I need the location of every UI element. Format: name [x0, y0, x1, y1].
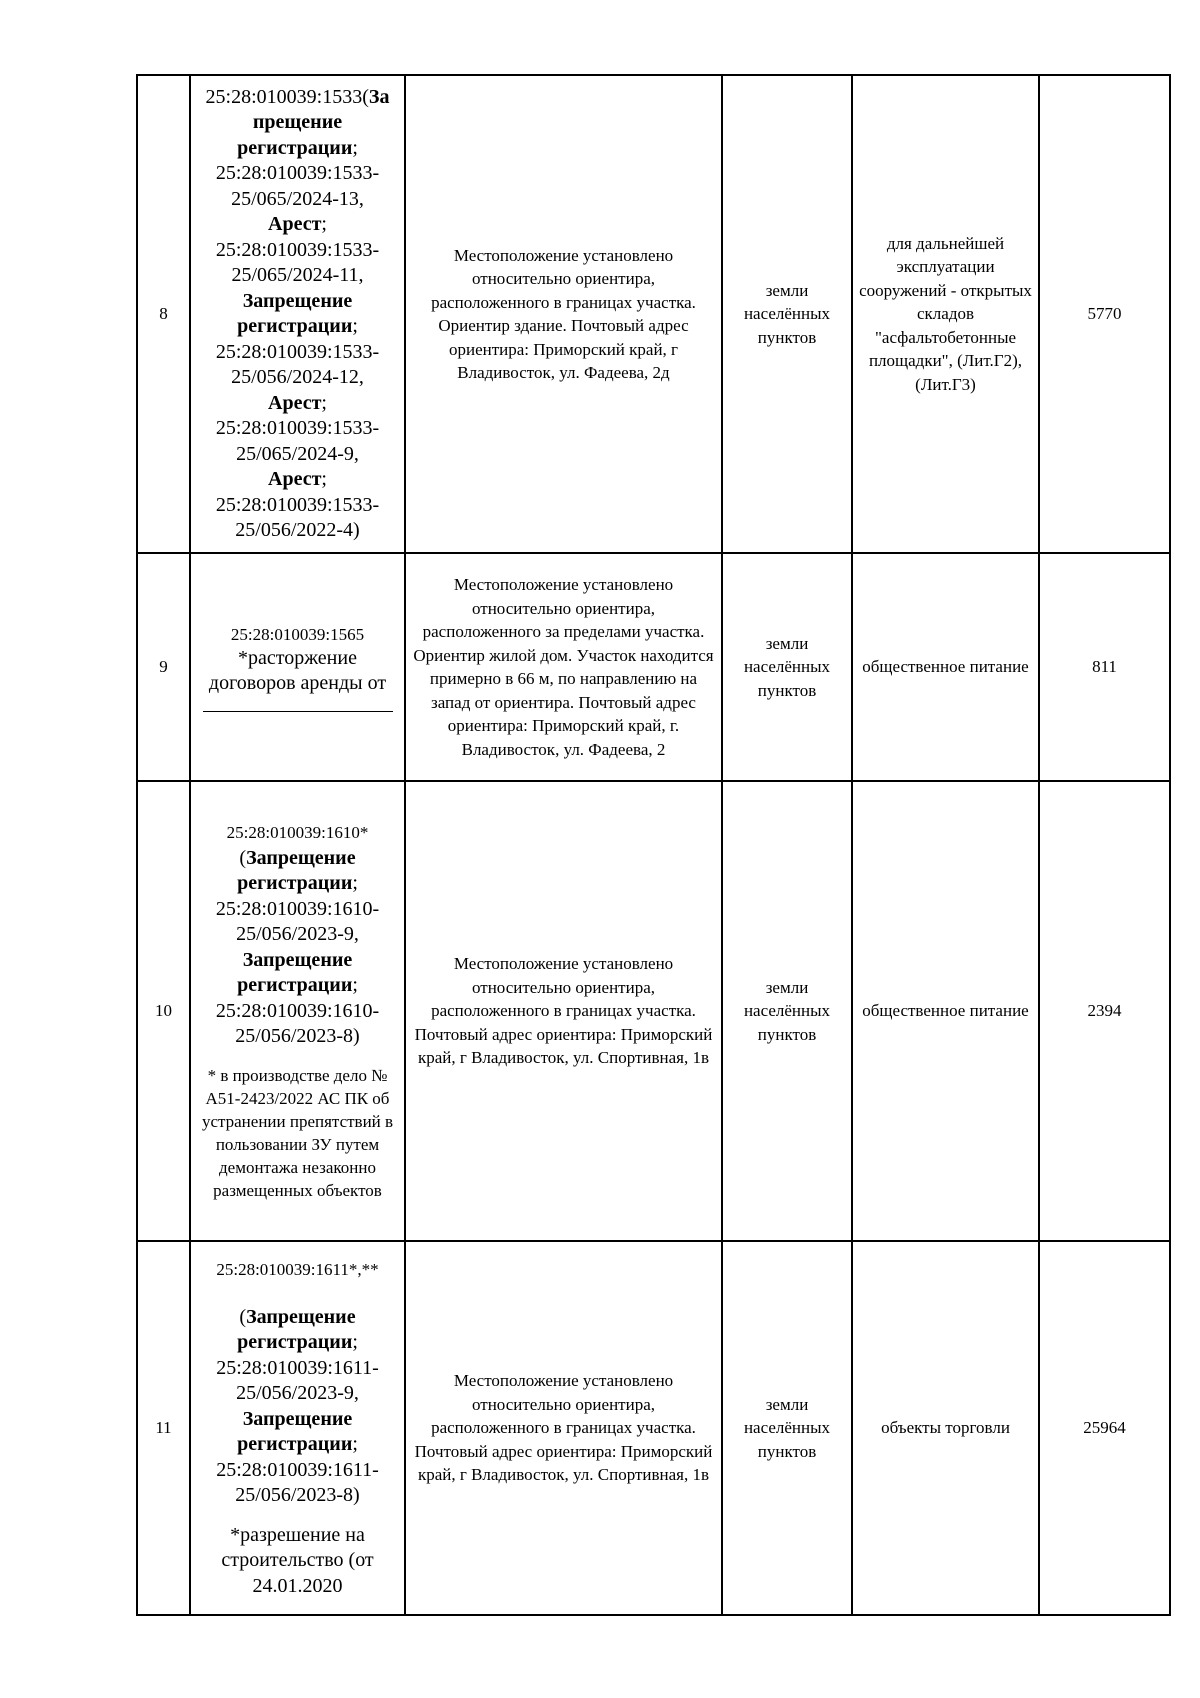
table-row — [137, 553, 1170, 781]
cadastral-cell: 25:28:010039:1610* (Запрещение регистрации; 25:28:010039:1610-25/056/2023-9, Запрещение регистрации; 25:28:010039:1610-25/056/2023-8) * в производстве дело № А51-2423/2022 АС ПК об устранении препятствий в пользовании ЗУ путем демонтажа незаконно размещенных объектов — [190, 781, 405, 1241]
land-plots-table — [136, 74, 1171, 1616]
table-row — [137, 1241, 1170, 1615]
area-value: 2394 — [1039, 781, 1170, 1241]
table-row — [137, 75, 1170, 553]
cadastral-number: 25:28:010039:1610* — [226, 823, 369, 843]
encumbrance-label: Запрещение регистрации — [237, 1305, 356, 1353]
row-number: 8 — [137, 75, 190, 553]
encumbrance-number: 25:28:010039:1610-25/056/2023-8) — [215, 999, 380, 1048]
permitted-use: общественное питание — [852, 781, 1039, 1241]
cadastral-note: *разрешение на строительство (от 24.01.2020 — [221, 1523, 374, 1597]
row-number: 11 — [137, 1241, 190, 1615]
encumbrance-number: 25:28:010039:1610-25/056/2023-9, — [215, 897, 380, 946]
land-category: земли населённых пунктов — [722, 553, 852, 781]
encumbrance-number: 25:28:010039:1611-25/056/2023-9, — [216, 1356, 379, 1404]
area-value: 811 — [1039, 553, 1170, 781]
permitted-use: для дальнейшей эксплуатации сооружений - открытых складов "асфальтобетонные площадки", (Лит.Г2), (Лит.Г3) — [852, 75, 1039, 553]
permitted-use: общественное питание — [852, 553, 1039, 781]
encumbrance-number: 25:28:010039:1611-25/056/2023-8) — [216, 1458, 379, 1506]
land-category: земли населённых пунктов — [722, 75, 852, 553]
cadastral-cell — [190, 553, 405, 781]
cadastral-cell: 25:28:010039:1611*,** (Запрещение регистрации; 25:28:010039:1611-25/056/2023-9, Запрещение регистрации; 25:28:010039:1611-25/056/2023-8) *разрешение на строительство (от 24.01.2020 — [190, 1241, 405, 1615]
cadastral-number: 25:28:010039:1533 — [205, 85, 363, 108]
encumbrance-label: Запрещение регистрации — [237, 948, 353, 997]
location-description: Местоположение установлено относительно ориентира, расположенного в границах участка. Почтовый адрес ориентира: Приморский край, г Владивосток, ул. Спортивная, 1в — [405, 1241, 722, 1615]
location-description: Местоположение установлено относительно ориентира, расположенного в границах участка. Ориентир здание. Почтовый адрес ориентира: Приморский край, г Владивосток, ул. Фадеева, 2д — [405, 75, 722, 553]
cadastral-number: 25:28:010039:1611*,** — [216, 1260, 379, 1279]
row-number: 10 — [137, 781, 190, 1241]
area-value: 25964 — [1039, 1241, 1170, 1615]
location-description: Местоположение установлено относительно ориентира, расположенного за пределами участка. Ориентир жилой дом. Участок находится примерно в 66 м, по направлению на запад от ориентира. Почтовый адрес ориентира: Приморский край, г. Владивосток, ул. Фадеева, 2 — [405, 553, 722, 781]
location-description: Местоположение установлено относительно ориентира, расположенного в границах участка. Почтовый адрес ориентира: Приморский край, г Владивосток, ул. Спортивная, 1в — [405, 781, 722, 1241]
cadastral-cell: 25:28:010039:1533(За прещение регистрации; 25:28:010039:1533- 25/065/2024-13, Арест; 25:28:010039:1533- 25/065/2024-11, Запрещение регистрации; 25:28:010039:1533- 25/056/2024-12, Арест; 25:28:010039:1533- 25/065/2024-9, Арест; 25:28:010039:1533- 25/056/2022-4) — [190, 75, 405, 553]
permitted-use: объекты торговли — [852, 1241, 1039, 1615]
blank-underline — [203, 711, 393, 712]
area-value: 5770 — [1039, 75, 1170, 553]
land-category: земли населённых пунктов — [722, 781, 852, 1241]
encumbrance-label: Запрещение регистрации — [237, 1407, 353, 1455]
cadastral-number: 25:28:010039:1565 — [230, 624, 365, 644]
encumbrance-label: Запрещение регистрации — [237, 846, 356, 895]
table-row — [137, 781, 1170, 1241]
cadastral-note: * в производстве дело № А51-2423/2022 АС ПК об устранении препятствий в пользовании ЗУ путем демонтажа незаконно размещенных объектов — [201, 1065, 394, 1200]
land-category: земли населённых пунктов — [722, 1241, 852, 1615]
row-number: 9 — [137, 553, 190, 781]
cadastral-note: *расторжение договоров аренды от — [208, 646, 387, 694]
